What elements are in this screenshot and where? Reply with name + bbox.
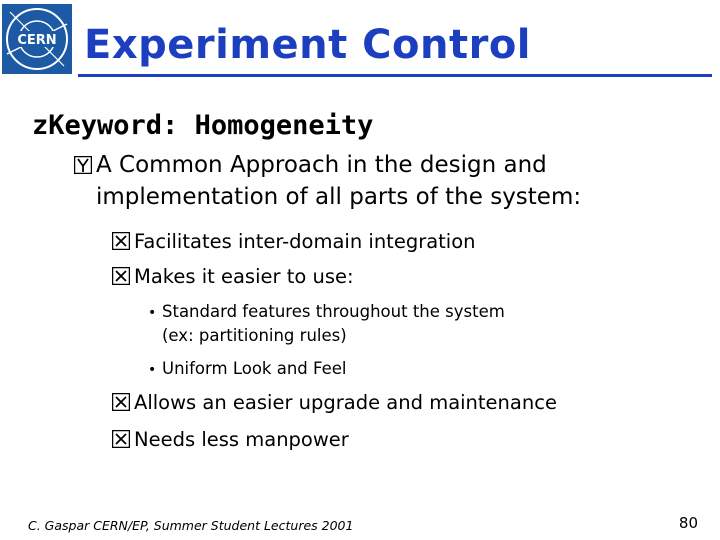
bullet-level4 (148, 302, 505, 321)
logo-text: CERN (17, 33, 57, 48)
keyword-text: Keyword: Homogeneity (48, 110, 374, 141)
title-divider (78, 74, 712, 77)
level4-item1-line1: Standard features throughout the system (162, 302, 505, 321)
level3-item: Makes it easier to use: (134, 265, 354, 288)
x-bullet-icon (112, 232, 130, 250)
level2-line1: A Common Approach in the design and (96, 152, 547, 178)
z-bullet-icon: z (32, 110, 49, 141)
level2-continuation (96, 184, 581, 210)
level4-continuation (162, 326, 347, 345)
bullet-level1 (32, 110, 373, 141)
cern-logo (2, 4, 72, 74)
level3-item: Facilitates inter-domain integration (134, 230, 476, 253)
page-number: 80 (678, 514, 698, 532)
y-bullet-icon (74, 156, 92, 174)
level3-item: Allows an easier upgrade and maintenance (134, 391, 557, 414)
bullet-level3 (112, 230, 476, 253)
level4-item1-line2: (ex: partitioning rules) (162, 326, 347, 345)
footer-credit: C. Gaspar CERN/EP, Summer Student Lectures 2001 (28, 518, 354, 533)
bullet-level3 (112, 265, 354, 288)
x-bullet-icon (112, 393, 130, 411)
bullet-level2 (74, 152, 547, 178)
slide-title: Experiment Control (84, 22, 532, 68)
bullet-level3 (112, 391, 557, 414)
x-bullet-icon (112, 430, 130, 448)
bullet-level3 (112, 428, 349, 451)
x-bullet-icon (112, 267, 130, 285)
level3-item: Needs less manpower (134, 428, 349, 451)
bullet-level4 (148, 359, 347, 378)
dot-bullet-icon: • (148, 305, 157, 321)
dot-bullet-icon: • (148, 362, 157, 378)
level4-item2: Uniform Look and Feel (162, 359, 347, 378)
level2-line2: implementation of all parts of the system: (96, 184, 582, 210)
